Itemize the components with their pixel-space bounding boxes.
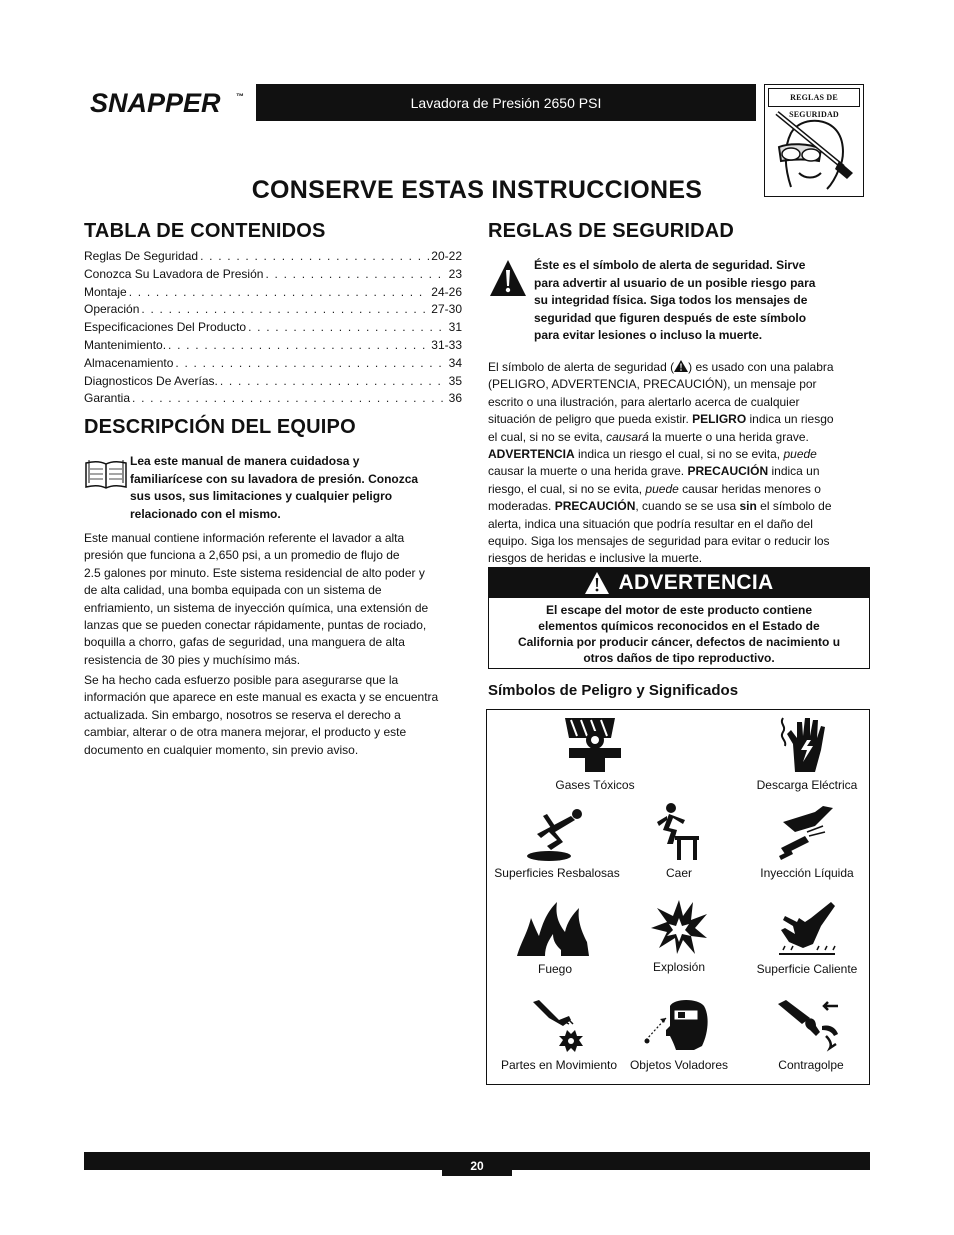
kickback-icon xyxy=(776,996,846,1054)
toc-entry-label: Reglas De Seguridad xyxy=(84,249,199,263)
toc-leader xyxy=(175,355,446,373)
hazard-label: Partes en Movimiento xyxy=(500,1058,618,1072)
read-manual-note: Lea este manual de manera cuidadosa y familiarícese con su lavadora de presión. Conozca sus usos, sus limitaciones y cualquier peligro relacionado con el mismo. xyxy=(130,454,419,521)
hazard-label: Objetos Voladores xyxy=(629,1058,729,1072)
moving-parts-icon xyxy=(529,996,589,1054)
warning-alert-icon xyxy=(585,572,609,594)
hazard-label: Superficies Resbalosas xyxy=(494,866,620,880)
hazard-label: Fuego xyxy=(537,962,573,976)
hazard-hot-surface xyxy=(743,898,871,976)
toc-entry-label: Montaje xyxy=(84,284,127,299)
hazard-fluid-injection xyxy=(743,802,871,880)
toc-leader xyxy=(200,248,429,266)
hazard-toxic-gas xyxy=(531,714,659,792)
toc-entry-label: Diagnosticos De Averías. xyxy=(84,373,218,388)
toc-leader xyxy=(248,319,447,337)
inline-alert-icon xyxy=(674,360,688,372)
fire-icon xyxy=(515,898,595,958)
badge-label: REGLAS DE SEGURIDAD xyxy=(768,88,860,107)
toc-entry-pages: 31 xyxy=(448,320,462,335)
description-paragraph-2: Se ha hecho cada esfuerzo posible para asegurarse que la información que aparece en este manual es exacta y se encuentra actualizada. Sin embargo, nosotros se reserva el derecho a cambiar, alterar o de otra manera mejorar, el producto y este documento en cualquier momento, sin previo aviso. xyxy=(84,673,439,757)
toc-entry[interactable] xyxy=(84,266,462,284)
toc-entry-label: Mantenimiento. xyxy=(84,337,167,352)
toc-leader xyxy=(129,284,430,302)
table-of-contents xyxy=(84,248,462,408)
hazard-label: Caer xyxy=(665,866,692,880)
toc-entry[interactable] xyxy=(84,373,462,391)
toc-entry-pages: 31-33 xyxy=(431,337,462,352)
hazard-symbols-heading: Símbolos de Peligro y Significados xyxy=(488,682,739,699)
hazard-explosion xyxy=(615,898,743,974)
toc-entry[interactable] xyxy=(84,355,462,373)
page-number: 20 xyxy=(442,1152,512,1176)
product-title-bar xyxy=(256,84,756,121)
toc-entry-pages: 35 xyxy=(448,373,462,388)
toc-entry[interactable] xyxy=(84,337,462,355)
toc-entry-pages: 36 xyxy=(448,391,462,406)
toxic-gas-icon xyxy=(555,714,635,774)
safety-heading: REGLAS DE SEGURIDAD xyxy=(488,220,735,242)
hazard-label: Gases Tóxicos xyxy=(555,778,635,792)
fall-icon xyxy=(649,802,709,862)
toc-entry[interactable] xyxy=(84,390,462,408)
hazard-fire xyxy=(491,898,619,976)
snapper-logo xyxy=(90,88,250,118)
toc-entry-pages: 23 xyxy=(448,266,462,281)
hazard-moving-parts xyxy=(495,996,623,1072)
toc-entry-label: Garantia xyxy=(84,391,131,406)
warning-header xyxy=(489,568,869,598)
toc-entry-label: Especificaciones Del Producto xyxy=(84,320,247,335)
alert-symbol-note: Éste es el símbolo de alerta de seguridad. Sirve para advertir al usuario de un posible riesgo para su integridad física. Siga todos los mensajes de seguridad que figuren después de este símbolo para evitar lesiones o incluso la muerte. xyxy=(534,258,816,342)
slippery-surface-icon xyxy=(525,802,589,862)
toc-leader xyxy=(141,301,429,319)
warning-box xyxy=(488,567,870,669)
fluid-injection-icon xyxy=(775,802,839,862)
warning-title: ADVERTENCIA xyxy=(618,571,774,594)
toc-entry-pages: 20-22 xyxy=(431,249,462,263)
hazard-label: Inyección Líquida xyxy=(760,866,854,880)
toc-entry-label: Conozca Su Lavadora de Presión xyxy=(84,266,264,281)
hazard-electric-shock xyxy=(743,714,871,792)
product-title: Lavadora de Presión 2650 PSI xyxy=(410,94,602,111)
toc-entry[interactable] xyxy=(84,319,462,337)
hazard-label: Explosión xyxy=(652,960,706,974)
toc-entry-pages: 34 xyxy=(448,355,462,370)
toc-leader xyxy=(265,266,446,284)
brand-tm: ™ xyxy=(236,92,244,101)
toc-leader xyxy=(132,390,447,408)
hazard-label: Contragolpe xyxy=(778,1058,844,1072)
warning-text: El escape del motor de este producto contiene elementos químicos reconocidos en el Estado de California por producir cáncer, defectos de nacimiento u otros daños de tipo reproductivo. xyxy=(517,603,841,665)
brand-text: SNAPPER xyxy=(90,88,221,118)
hot-surface-icon xyxy=(775,898,839,958)
hazard-label: Descarga Eléctrica xyxy=(756,778,858,792)
hazard-symbols-panel xyxy=(486,709,870,1085)
hazard-kickback xyxy=(747,996,875,1072)
hazard-label: Superficie Caliente xyxy=(756,962,858,976)
explosion-icon xyxy=(649,898,709,956)
safety-alert-icon xyxy=(488,258,528,298)
toc-entry-pages: 24-26 xyxy=(431,284,462,299)
electric-shock-icon xyxy=(777,714,837,774)
main-title: CONSERVE ESTAS INSTRUCCIONES xyxy=(251,176,703,204)
flying-objects-icon xyxy=(644,996,714,1054)
hazard-flying-objects xyxy=(615,996,743,1072)
toc-heading: TABLA DE CONTENIDOS xyxy=(84,220,326,242)
safety-signal-words-paragraph: El símbolo de alerta de seguridad ( ) es usado con una palabra (PELIGRO, ADVERTENCIA, PRECAUCIÓN), un mensaje por escrito o una ilustración, para alertarlo acerca de cualquier situación de peligro que pueda existir. PELIGRO indica un riesgo el cual, si no se evita, causará la muerte o una herida grave. ADVERTENCIA indica un riesgo el cual, si no se evita, puede causar la muerte o una herida grave. PRECAUCIÓN indica un riesgo, el cual, si no se evita, puede causar heridas menores o moderadas. PRECAUCIÓN, cuando se se usa sin el símbolo de alerta, indica una situación que podría resultar en el daño del equipo. Siga los mensajes de seguridad para evitar o reducir los riesgos de heridas e inclusive la muerte. xyxy=(488,360,834,566)
toc-entry-label: Operación xyxy=(84,302,140,317)
toc-entry[interactable] xyxy=(84,301,462,319)
toc-leader xyxy=(168,337,429,355)
manual-book-icon xyxy=(84,457,128,491)
toc-leader xyxy=(220,373,447,391)
toc-entry[interactable] xyxy=(84,284,462,302)
description-paragraph-1: Este manual contiene información referente el lavador a alta presión que funciona a 2,650 psi, a un promedio de flujo de 2.5 galones por minuto. Este sistema residencial de alto poder y de alta calidad, una bomba equipada con un sistema de enfriamiento, un sistema de inyección química, una extensión de lanzas que se pueden conectar rápidamente, puntas de rociado, boquilla a chorro, gafas de seguridad, una manguera de alta resistencia de 30 pies y muchísimo más. xyxy=(84,531,429,667)
hazard-slippery-surface xyxy=(493,802,621,880)
toc-entry-label: Almacenamiento xyxy=(84,355,174,370)
description-heading: DESCRIPCIÓN DEL EQUIPO xyxy=(84,416,356,438)
toc-entry-pages: 27-30 xyxy=(431,302,462,317)
hazard-fall xyxy=(615,802,743,880)
toc-entry[interactable] xyxy=(84,248,462,266)
